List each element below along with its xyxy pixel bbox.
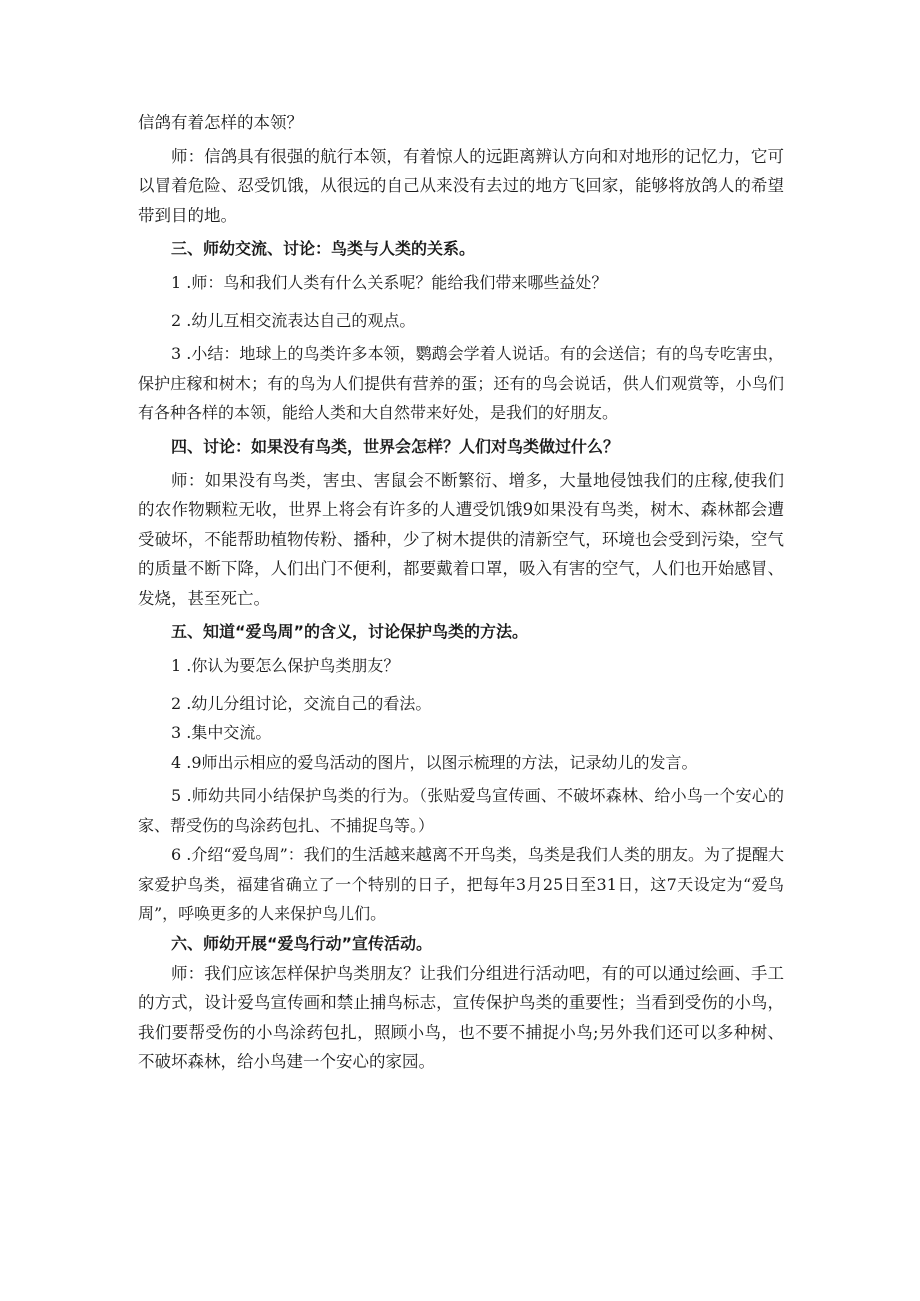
section-5-item-3: 3 .集中交流。 bbox=[171, 723, 272, 742]
section-3-item-3: 3 .小结：地球上的鸟类许多本领，鹦鹉会学着人说话。有的会送信；有的鸟专吃害虫，保护庄稼和树木；有的鸟为人们提供有营养的蛋；还有的鸟会说话，供人们观赏等，小鸟们有各种各样的本领，能给人类和大自然带来好处，是我们的好朋友。 bbox=[138, 344, 784, 422]
section-heading-6: 六、师幼开展“爱鸟行动”宣传活动。 bbox=[171, 933, 433, 953]
section-4-paragraph: 师：如果没有鸟类，害虫、害鼠会不断繁衍、增多，大量地侵蚀我们的庄稼,使我们的农作物颗粒无收，世界上将会有许多的人遭受饥饿9如果没有鸟类，树木、森林都会遭受破坏，不能帮助植物传粉、播种，少了树木提供的清新空气，环境也会受到污染，空气的质量不断下降，人们出门不便利，都要戴着口罩，吸入有害的空气，人们也开始感冒、发烧，甚至死亡。 bbox=[138, 470, 784, 608]
section-heading-3: 三、师幼交流、讨论：鸟类与人类的关系。 bbox=[171, 239, 476, 258]
section-5-item-1: 1 .你认为要怎么保护鸟类朋友？ bbox=[171, 656, 400, 675]
section-3-item-1: 1 .师：鸟和我们人类有什么关系呢？能给我们带来哪些益处？ bbox=[171, 273, 608, 292]
paragraph-question: 信鸽有着怎样的本领？ bbox=[138, 113, 303, 132]
section-heading-4: 四、讨论：如果没有鸟类，世界会怎样？人们对鸟类做过什么？ bbox=[171, 436, 620, 456]
section-5-item-4: 4 .9师出示相应的爱鸟活动的图片，以图示梳理的方法，记录幼儿的发言。 bbox=[171, 752, 698, 772]
section-3-item-2: 2 .幼儿互相交流表达自己的观点。 bbox=[171, 310, 416, 330]
section-5-item-2: 2 .幼儿分组讨论，交流自己的看法。 bbox=[171, 693, 432, 713]
section-5-item-5: 5 .师幼共同小结保护鸟类的行为。（张贴爱鸟宣传画、不破坏森林、给小鸟一个安心的家、帮受伤的鸟涂药包扎、不捕捉鸟等。） bbox=[138, 786, 784, 835]
document-page bbox=[138, 108, 784, 1077]
paragraph-pigeon-answer: 师：信鸽具有很强的航行本领，有着惊人的远距离辨认方向和对地形的记忆力，它可以冒着危险、忍受饥饿，从很远的自己从来没有去过的地方飞回家，能够将放鸽人的希望带到目的地。 bbox=[138, 146, 784, 225]
section-5-item-6: 6 .介绍“爱鸟周”：我们的生活越来越离不开鸟类，鸟类是我们人类的朋友。为了提醒大家爱护鸟类，福建省确立了一个特别的日子，把每年3月25日至31日，这7天设定为“爱鸟周”，呼唤更多的人来保护鸟儿们。 bbox=[138, 845, 784, 923]
section-6-paragraph: 师：我们应该怎样保护鸟类朋友？让我们分组进行活动吧，有的可以通过绘画、手工的方式，设计爱鸟宣传画和禁止捕鸟标志，宣传保护鸟类的重要性；当看到受伤的小鸟，我们要帮受伤的小鸟涂药包扎，照顾小鸟，也不要不捕捉小鸟;另外我们还可以多种树、不破坏森林，给小鸟建一个安心的家园。 bbox=[138, 963, 784, 1071]
section-heading-5: 五、知道“爱鸟周”的含义，讨论保护鸟类的方法。 bbox=[171, 622, 529, 641]
